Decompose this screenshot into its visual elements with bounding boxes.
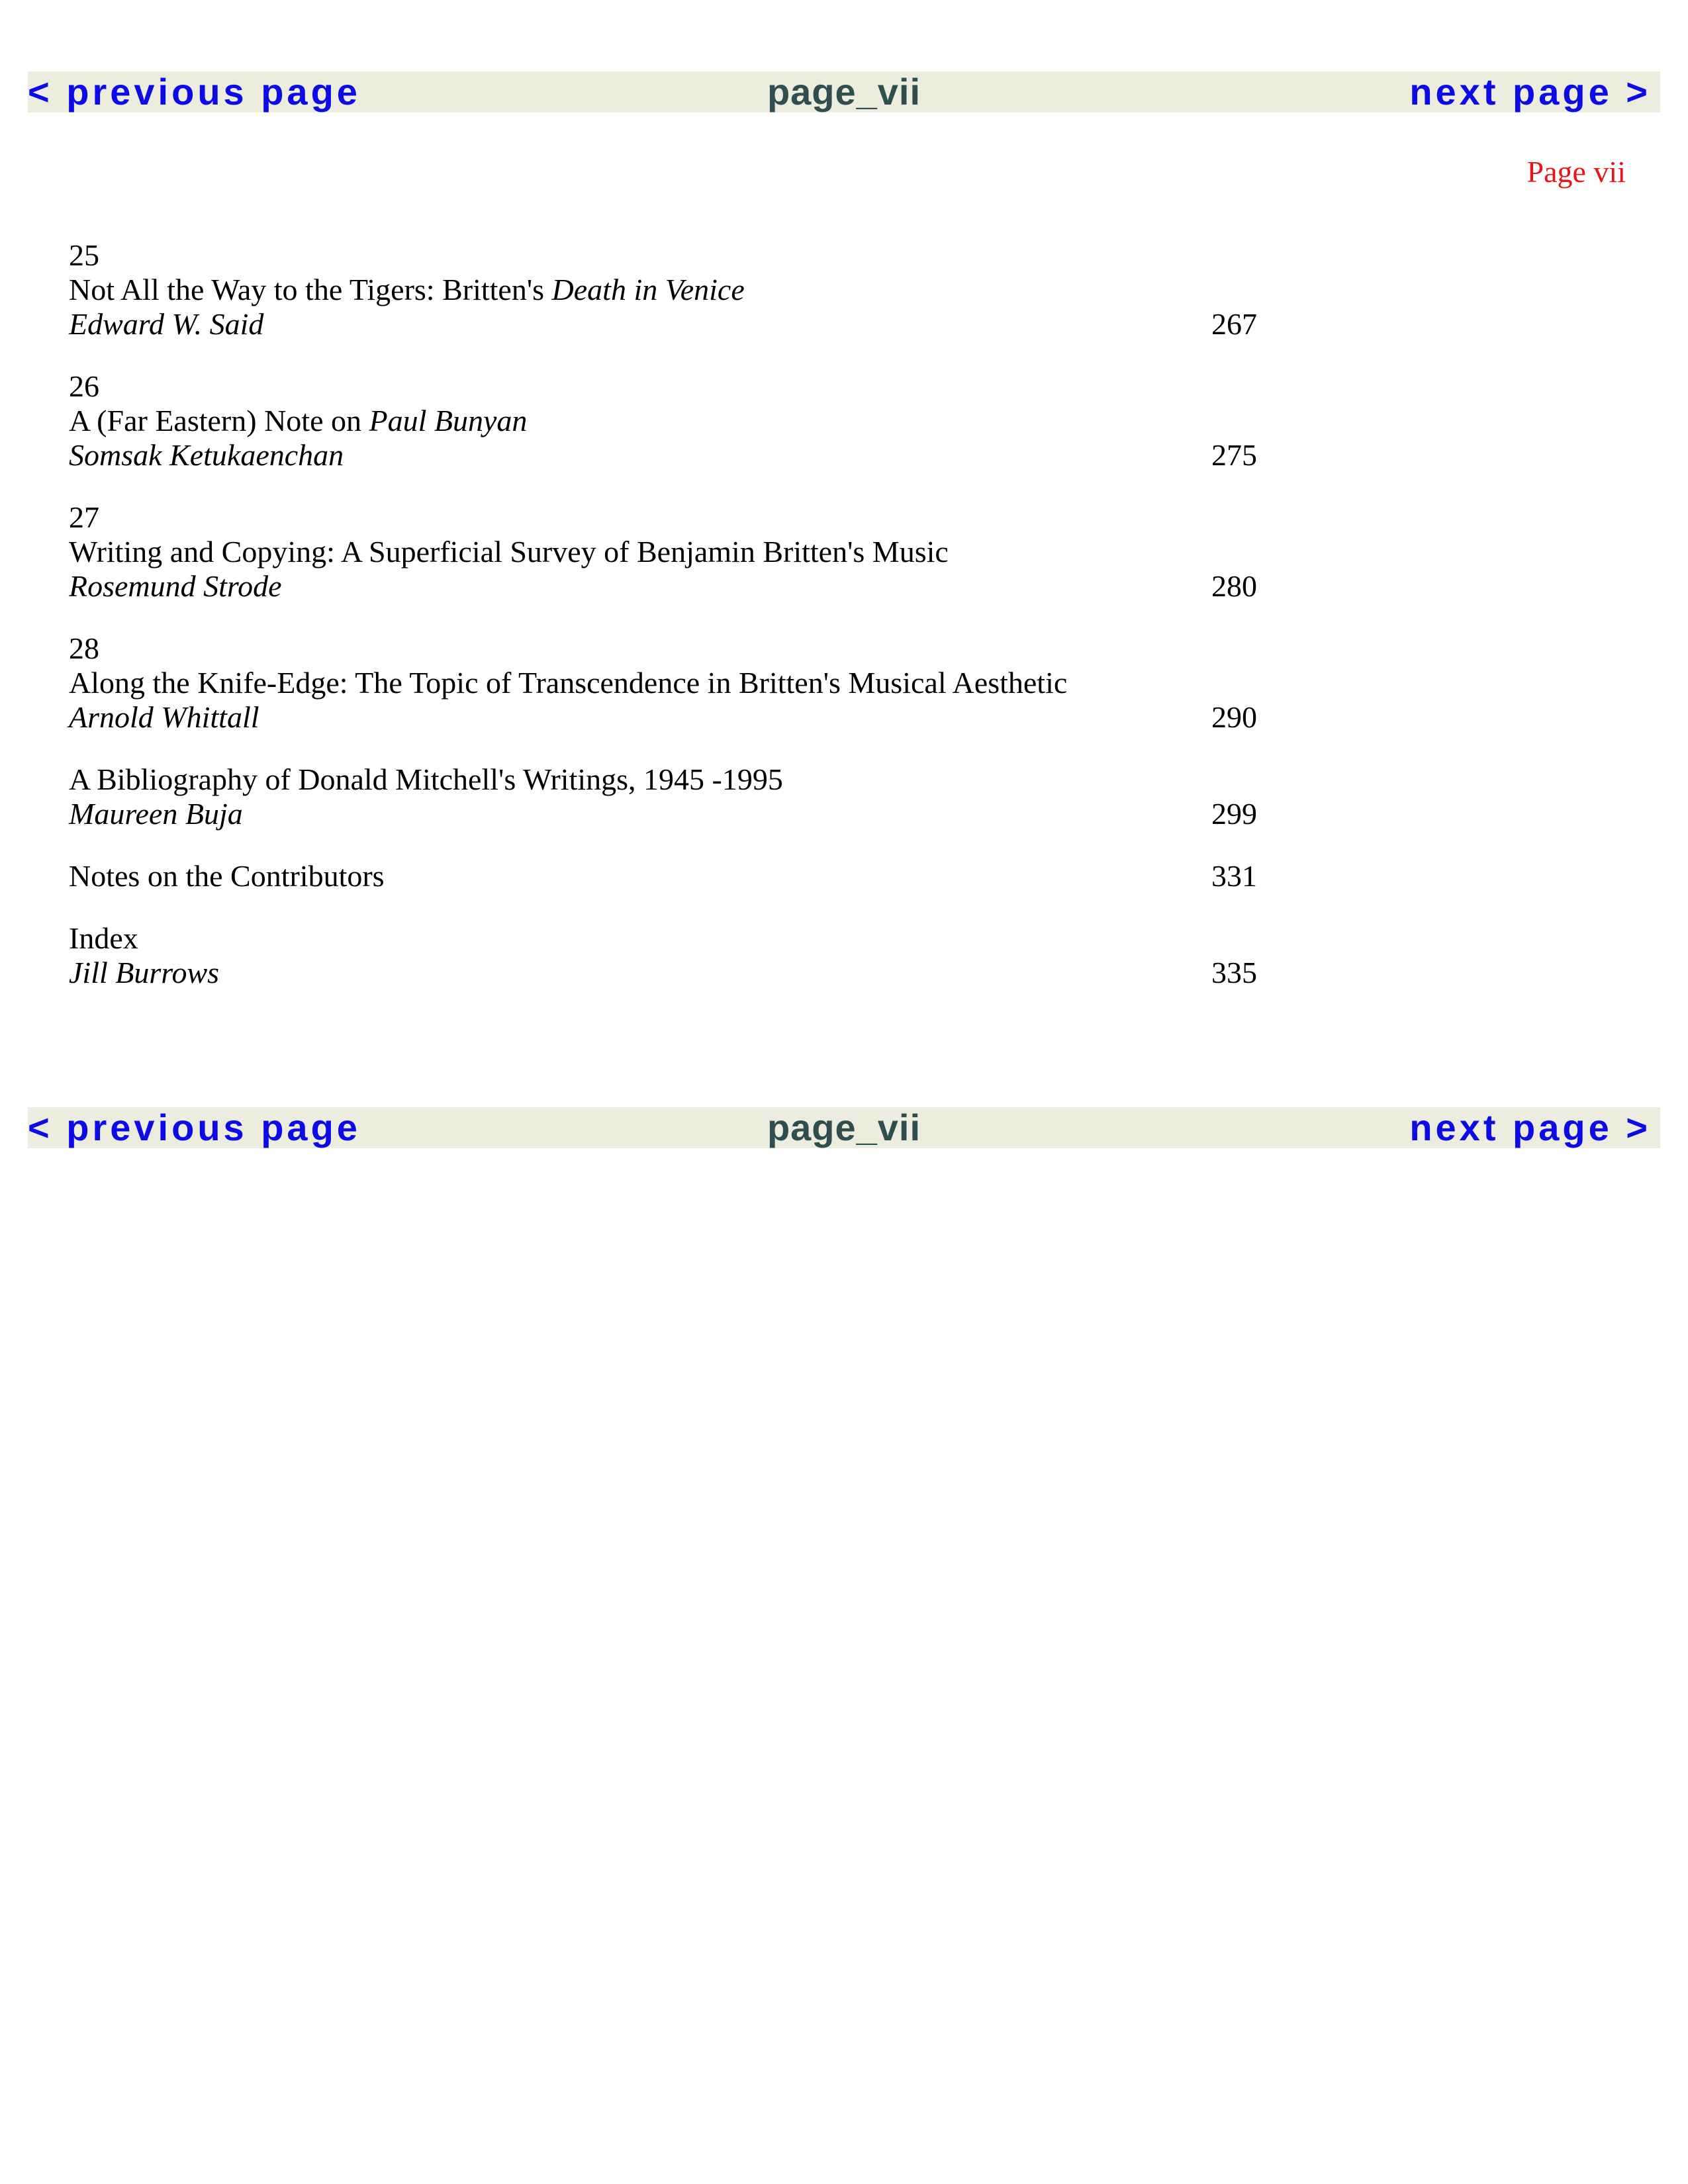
toc-entry-number: 28 [69,631,99,665]
toc-entry-title-italic: Death in Venice [551,273,745,306]
toc-entry-author: Edward W. Said [69,307,264,341]
toc-entry-title-text: A (Far Eastern) Note on [69,404,369,437]
previous-page-link[interactable]: < previous page [28,1107,361,1148]
toc-entry-page-number: 299 [1211,797,1257,831]
toc-entry-title: Index [69,921,138,955]
toc-entry-title: Along the Knife-Edge: The Topic of Transcendence in Britten's Musical Aesthetic [69,666,1068,700]
toc-entry [69,859,1300,893]
toc-entry-author: Maureen Buja [69,797,243,831]
toc-entry-page-number: 331 [1211,859,1257,893]
toc-entry-page-number: 280 [1211,569,1257,603]
toc-entry-title [69,404,1300,438]
toc-entry [69,762,1300,831]
toc-entry-title: Notes on the Contributors [69,859,385,893]
toc-entry [69,921,1300,990]
toc-entry-title-italic: Paul Bunyan [369,404,528,437]
toc-entry-number: 25 [69,238,99,272]
top-navigation-bar [28,71,1660,113]
toc-entry-author: Somsak Ketukaenchan [69,438,344,472]
toc-entry-title [69,273,1300,307]
toc-entry-title-text: Not All the Way to the Tigers: Britten's [69,273,552,306]
toc-entry-title: Writing and Copying: A Superficial Survey of Benjamin Britten's Music [69,535,949,569]
toc-entry-author: Arnold Whittall [69,700,259,734]
toc-entry-title: A Bibliography of Donald Mitchell's Writings, 1945 -1995 [69,762,783,796]
page-number-label: Page vii [1526,155,1626,189]
toc-entry [69,369,1300,473]
toc-entry-number: 27 [69,500,99,534]
toc-entry-page-number: 335 [1211,956,1257,989]
previous-page-link[interactable]: < previous page [28,71,361,113]
toc-entry [69,500,1300,604]
toc-entry-author: Jill Burrows [69,956,220,989]
next-page-link[interactable]: next page > [1409,71,1651,113]
toc-entry-page-number: 267 [1211,307,1257,341]
next-page-link[interactable]: next page > [1409,1107,1651,1148]
toc-entry-author: Rosemund Strode [69,569,282,603]
table-of-contents [69,238,1300,1018]
toc-entry-page-number: 275 [1211,438,1257,472]
toc-entry [69,238,1300,341]
nav-page-title: page_vii [767,1107,921,1148]
nav-page-title: page_vii [767,71,921,113]
toc-entry-number: 26 [69,369,99,403]
toc-entry [69,631,1300,735]
toc-entry-page-number: 290 [1211,700,1257,734]
bottom-navigation-bar [28,1107,1660,1148]
